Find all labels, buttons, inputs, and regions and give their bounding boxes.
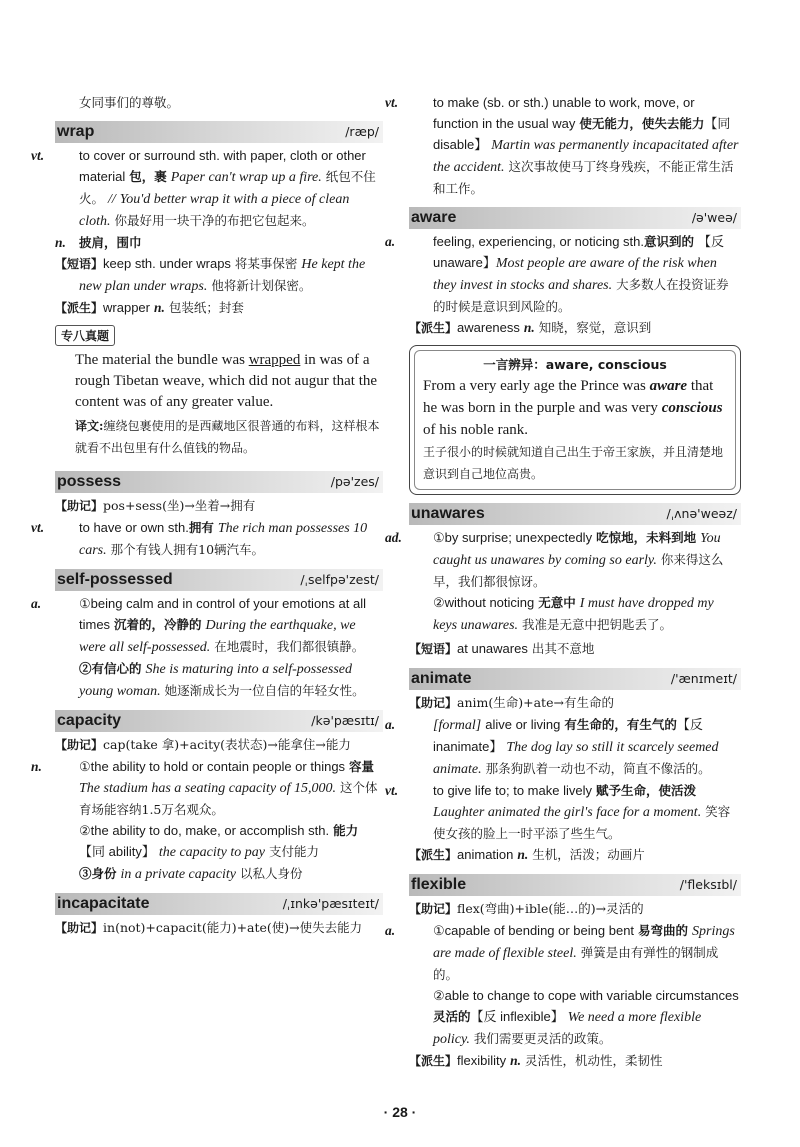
example-translation: 这个体育场能容纳1.5万名观众。 bbox=[79, 780, 378, 817]
headword-bar bbox=[409, 207, 741, 229]
example: She is maturing into a self-possessed young woman. bbox=[79, 662, 352, 699]
usage-note-translation: 王子很小的时候就知道自己出生于帝王家族，并且清楚地意识到自己地位高贵。 bbox=[423, 445, 724, 481]
example-translation: 她逐渐成长为一位自信的年轻女性。 bbox=[164, 683, 365, 698]
exam-text: in was of a rough Tibetan weave, which did not augur that the content was of any greater value. bbox=[75, 352, 378, 410]
phrase-cn: 出其不意地 bbox=[531, 641, 595, 656]
pronunciation: /ˌselfpə'zest/ bbox=[300, 572, 379, 587]
headword-bar bbox=[409, 668, 741, 690]
derive-word: flexibility bbox=[457, 1053, 507, 1068]
definition-en: to give life to; to make lively bbox=[433, 783, 592, 798]
example: in a private capacity bbox=[120, 867, 236, 882]
example: Laughter animated the girl's face for a moment. bbox=[433, 805, 702, 820]
entry-flexible bbox=[385, 874, 741, 1072]
intro-line: 女同事们的尊敬。 bbox=[79, 95, 180, 110]
derivative bbox=[409, 844, 741, 866]
pronunciation: /ræp/ bbox=[345, 124, 379, 139]
example-translation: 笑容使女孩的脸上一时平添了些生气。 bbox=[433, 804, 731, 841]
headword: unawares bbox=[411, 505, 485, 522]
definition-en: alive or living bbox=[485, 717, 561, 732]
example: During the earthquake, we were all self-possessed. bbox=[79, 618, 356, 655]
definition-en: ①by surprise; unexpectedly bbox=[433, 530, 593, 545]
definition-cn: 包，裹 bbox=[129, 169, 167, 184]
headword: animate bbox=[411, 670, 472, 687]
derive-cn: 知晓，察觉，意识到 bbox=[538, 320, 652, 335]
example: You'd better wrap it with a piece of clean cloth. bbox=[79, 192, 350, 229]
phrase-tag: 【短语】 bbox=[409, 642, 458, 656]
part-of-speech: n. bbox=[55, 235, 66, 250]
headword: aware bbox=[411, 209, 457, 226]
phrase-en: at unawares bbox=[457, 641, 528, 656]
pronunciation: /pə'zes/ bbox=[330, 474, 379, 489]
headword: flexible bbox=[411, 876, 467, 893]
exam-text: The material the bundle was bbox=[75, 352, 249, 368]
sense-2 bbox=[55, 820, 383, 863]
sense-2 bbox=[409, 592, 741, 636]
pronunciation: /ˌʌnə'weəz/ bbox=[666, 506, 737, 521]
exam-translation bbox=[55, 415, 383, 459]
headword-bar bbox=[55, 710, 383, 732]
derivative bbox=[409, 317, 741, 339]
example-translation: 你来得这么早，我们都很惊讶。 bbox=[433, 552, 724, 589]
definition-en: to cover or surround sth. with paper, cloth or other material bbox=[79, 148, 366, 184]
mnemonic-text: pos+sess(坐)→坐着→拥有 bbox=[103, 498, 256, 513]
definition-en: ①the ability to hold or contain people or things bbox=[79, 759, 346, 774]
derive-word: awareness bbox=[457, 320, 520, 335]
definition-en: to make (sb. or sth.) unable to work, move, or function in the usual way bbox=[433, 95, 695, 131]
mnemonic-text: flex(弯曲)+ible(能…的)→灵活的 bbox=[457, 901, 644, 916]
example: Martin was permanently incapacitated after the accident. bbox=[433, 138, 739, 175]
usage-note-inner bbox=[414, 350, 736, 490]
part-of-speech: n. bbox=[510, 1053, 522, 1068]
exam-badge: 专八真题 bbox=[55, 325, 115, 346]
phrase bbox=[55, 253, 383, 297]
part-of-speech: n. bbox=[153, 300, 165, 315]
sense-3 bbox=[55, 863, 383, 885]
definition-cn: 易弯曲的 bbox=[638, 923, 689, 938]
translation-text: 缠绕包裹使用的是西藏地区很普通的布料，这样根本就看不出包里有什么值钱的物品。 bbox=[75, 419, 380, 455]
pronunciation: /'ænɪmeɪt/ bbox=[670, 671, 737, 686]
exam-sentence bbox=[55, 350, 383, 413]
sense-1 bbox=[31, 756, 383, 820]
sense-2 bbox=[55, 658, 383, 702]
pronunciation: /kə'pæsɪtɪ/ bbox=[311, 713, 379, 728]
mnemonic-tag: 【助记】 bbox=[55, 738, 104, 752]
sense-1 bbox=[385, 527, 741, 592]
example-translation: 支付能力 bbox=[268, 844, 319, 859]
note-keyword: conscious bbox=[661, 400, 723, 416]
definition-en: ①capable of bending or being bent bbox=[433, 923, 635, 938]
derive-word: animation bbox=[457, 847, 514, 862]
mnemonic bbox=[55, 917, 383, 939]
mnemonic-tag: 【助记】 bbox=[409, 696, 458, 710]
synonym: 【同 disable】 bbox=[433, 116, 731, 152]
definition-cn: 使无能力，使失去能力 bbox=[579, 116, 705, 131]
definition-cn: 能力 bbox=[333, 823, 359, 838]
example-translation: 大多数人在投资证券的时候是意识到风险的。 bbox=[433, 277, 729, 314]
example: Most people are aware of the risk when they invest in stocks and shares. bbox=[433, 256, 717, 293]
derive-tag: 【派生】 bbox=[409, 321, 458, 335]
headword-bar bbox=[55, 569, 383, 591]
definition-cn: 吃惊地，未料到地 bbox=[596, 530, 697, 545]
example-translation: 我准是无意中把钥匙丢了。 bbox=[522, 617, 673, 632]
headword-bar bbox=[409, 874, 741, 896]
antonym: 【反 inanimate】 bbox=[433, 717, 703, 754]
part-of-speech: a. bbox=[385, 923, 396, 938]
definition-cn: 灵活的 bbox=[433, 1009, 471, 1024]
headword-bar bbox=[55, 121, 383, 143]
part-of-speech: vt. bbox=[31, 520, 45, 535]
definition-verb bbox=[385, 780, 741, 844]
derive-cn: 生机，活泼；动画片 bbox=[532, 847, 645, 862]
definition-en: ①being calm and in control of your emotions at all times bbox=[79, 596, 366, 632]
mnemonic bbox=[55, 734, 383, 756]
mnemonic-text: in(not)+capacit(能力)+ate(使)→使失去能力 bbox=[103, 920, 363, 935]
definition bbox=[385, 92, 741, 199]
example-translation: 在地震时，我们都很镇静。 bbox=[214, 639, 365, 654]
pronunciation: /ˌɪnkə'pæsɪteɪt/ bbox=[282, 896, 379, 911]
part-of-speech: a. bbox=[31, 596, 42, 611]
definition-cn: 沉着的，冷静的 bbox=[114, 617, 202, 632]
phrase bbox=[409, 638, 741, 660]
example-translation: 以私人身份 bbox=[239, 866, 303, 881]
example-translation: 弹簧是由有弹性的钢制成的。 bbox=[433, 945, 719, 982]
left-column bbox=[31, 92, 383, 939]
entry-self-possessed bbox=[31, 569, 383, 702]
part-of-speech: n. bbox=[523, 320, 535, 335]
definition-en: feeling, experiencing, or noticing sth. bbox=[433, 234, 645, 249]
entry-aware bbox=[385, 207, 741, 495]
definition-cn: ②有信心的 bbox=[79, 661, 142, 676]
part-of-speech: vt. bbox=[31, 148, 45, 163]
definition-cn: 披肩，围巾 bbox=[79, 235, 142, 250]
mnemonic bbox=[409, 898, 741, 920]
headword: self-possessed bbox=[57, 571, 173, 588]
pronunciation: /'fleksɪbl/ bbox=[679, 877, 737, 892]
right-column bbox=[385, 92, 741, 1072]
mnemonic bbox=[409, 692, 741, 714]
example-translation: 他将新计划保密。 bbox=[211, 278, 312, 293]
part-of-speech: a. bbox=[385, 717, 396, 732]
definition-adj bbox=[385, 714, 741, 780]
headword: incapacitate bbox=[57, 895, 150, 912]
usage-note-title: 一言辨异：aware, conscious bbox=[483, 357, 667, 372]
definition-cn: 赋予生命，使活泼 bbox=[595, 783, 696, 798]
note-text: that he was born in the purple and was very bbox=[423, 378, 714, 416]
phrase-en: keep sth. under wraps bbox=[103, 256, 231, 271]
translation-label: 译文: bbox=[75, 419, 104, 433]
usage-note-box bbox=[409, 345, 741, 495]
definition-cn: 意识到的 bbox=[644, 234, 695, 249]
headword-bar bbox=[55, 893, 383, 915]
definition-cn: 容量 bbox=[349, 759, 375, 774]
part-of-speech: vt. bbox=[385, 783, 399, 798]
definition-en: ②the ability to do, make, or accomplish sth. bbox=[79, 823, 330, 838]
example-translation: 那个有钱人拥有10辆汽车。 bbox=[110, 542, 265, 557]
entry-incapacitate bbox=[55, 893, 383, 939]
usage-note-sentence bbox=[423, 375, 727, 441]
mnemonic-tag: 【助记】 bbox=[409, 902, 458, 916]
example-translation: 这次事故使马丁终身残疾，不能正常生活和工作。 bbox=[433, 159, 734, 196]
definition-cn: 无意中 bbox=[538, 595, 576, 610]
example-translation: 纸包不住火。 bbox=[79, 169, 376, 206]
antonym: 【反 inflexible】 bbox=[470, 1009, 564, 1024]
entry-capacity bbox=[31, 710, 383, 885]
definition bbox=[31, 145, 383, 232]
sense-2 bbox=[409, 985, 741, 1050]
mnemonic-text: anim(生命)+ate→有生命的 bbox=[457, 695, 614, 710]
definition-en: ②without noticing bbox=[433, 595, 535, 610]
synonym: 【同 ability】 bbox=[79, 844, 155, 859]
example: You caught us unawares by coming so early. bbox=[433, 531, 721, 568]
part-of-speech: a. bbox=[385, 234, 396, 249]
example: He kept the new plan under wraps. bbox=[79, 257, 366, 294]
example: the capacity to pay bbox=[158, 845, 265, 860]
mnemonic-text: cap(take 拿)+acity(表状态)→能拿住→能力 bbox=[103, 737, 351, 752]
headword-bar bbox=[409, 503, 741, 525]
sense-1 bbox=[385, 920, 741, 985]
definition-en: ②able to change to cope with variable circumstances bbox=[433, 988, 739, 1003]
entry-unawares bbox=[385, 503, 741, 660]
example: The rich man possesses 10 cars. bbox=[79, 521, 368, 558]
definition bbox=[385, 231, 741, 317]
exam-keyword: wrapped bbox=[248, 352, 301, 368]
derivative bbox=[55, 297, 383, 319]
mnemonic-tag: 【助记】 bbox=[55, 499, 104, 513]
headword-bar bbox=[55, 471, 383, 493]
phrase-cn: 将某事保密 bbox=[234, 256, 298, 271]
example-translation: 我们需要更灵活的政策。 bbox=[473, 1031, 612, 1046]
example: Paper can't wrap up a fire. bbox=[170, 170, 322, 185]
definition-noun bbox=[55, 232, 383, 253]
derive-tag: 【派生】 bbox=[55, 301, 104, 315]
example-translation: 那条狗趴着一动也不动，简直不像活的。 bbox=[485, 761, 711, 776]
definition bbox=[31, 517, 383, 561]
mnemonic-tag: 【助记】 bbox=[55, 921, 104, 935]
part-of-speech: n. bbox=[517, 847, 529, 862]
sense-1 bbox=[31, 593, 383, 658]
example: We need a more flexible policy. bbox=[433, 1010, 702, 1047]
headword: possess bbox=[57, 473, 122, 490]
pronunciation: /ə'weə/ bbox=[691, 210, 737, 225]
definition-cn: ③身份 bbox=[79, 866, 117, 881]
note-text: of his noble rank. bbox=[423, 422, 528, 438]
derive-word: wrapper bbox=[103, 300, 150, 315]
example: Springs are made of flexible steel. bbox=[433, 924, 735, 961]
derive-cn: 包装纸；封套 bbox=[168, 300, 244, 315]
headword: wrap bbox=[57, 123, 95, 140]
page-number: · 28 · bbox=[383, 1104, 417, 1120]
part-of-speech: vt. bbox=[385, 95, 399, 110]
phrase-tag: 【短语】 bbox=[55, 257, 104, 271]
register-label: [formal] bbox=[433, 718, 482, 733]
example: The stadium has a seating capacity of 15,000. bbox=[79, 781, 337, 796]
note-text: From a very early age the Prince was bbox=[423, 378, 650, 394]
part-of-speech: ad. bbox=[385, 530, 402, 545]
entry-animate bbox=[385, 668, 741, 866]
mnemonic bbox=[55, 495, 383, 517]
definition-cn: 拥有 bbox=[188, 520, 214, 535]
derive-tag: 【派生】 bbox=[409, 1054, 458, 1068]
derive-tag: 【派生】 bbox=[409, 848, 458, 862]
headword: capacity bbox=[57, 712, 122, 729]
derivative bbox=[409, 1050, 741, 1072]
antonym: 【反 unaware】 bbox=[433, 234, 725, 270]
definition-en: to have or own sth. bbox=[79, 520, 189, 535]
definition-cn: 有生命的，有生气的 bbox=[564, 717, 677, 732]
note-keyword: aware bbox=[649, 378, 688, 394]
example: I must have dropped my keys unawares. bbox=[433, 596, 714, 633]
example: The dog lay so still it scarcely seemed animate. bbox=[433, 740, 719, 777]
entry-incapacitate-continued bbox=[385, 92, 741, 199]
part-of-speech: n. bbox=[31, 759, 42, 774]
derive-cn: 灵活性，机动性，柔韧性 bbox=[525, 1053, 663, 1068]
example-translation: 你最好用一块干净的布把它包起来。 bbox=[114, 213, 315, 228]
separator: // bbox=[108, 192, 116, 207]
entry-wrap bbox=[31, 121, 383, 459]
entry-possess bbox=[31, 471, 383, 561]
